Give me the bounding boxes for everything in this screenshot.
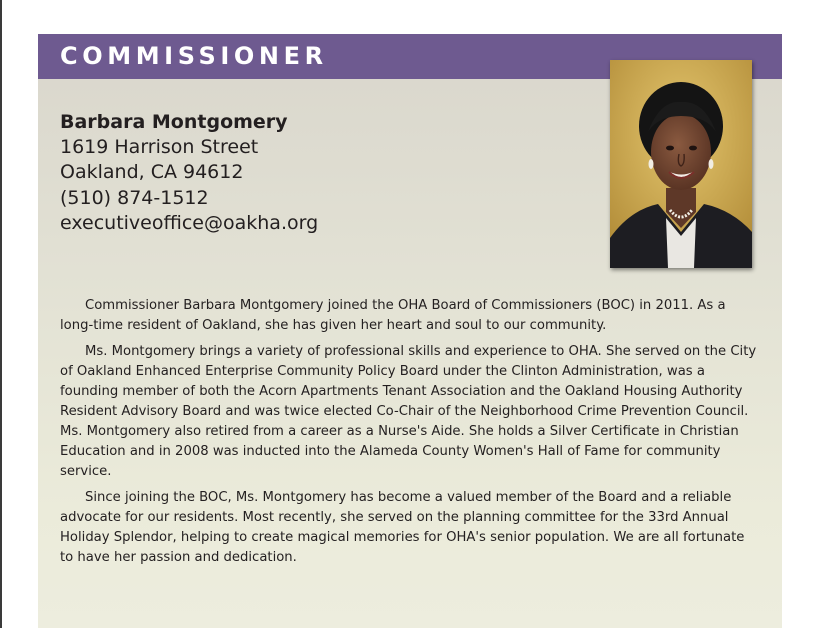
city-state-zip: Oakland, CA 94612 <box>60 161 244 184</box>
phone-number: (510) 874-1512 <box>60 186 209 209</box>
email-address: executiveoffice@oakha.org <box>60 211 319 234</box>
page-edge-line <box>0 0 2 628</box>
bio-paragraph: Since joining the BOC, Ms. Montgomery has become a valued member of the Board and a reliable advocate for our residents. Most recently, she served on the planning committee for the 33rd Annual Holiday Splendor, helping to create magical memories for OHA's senior population. We are all fortunate to have her passion and dedication. <box>60 490 745 565</box>
biography <box>60 296 760 574</box>
section-title: COMMISSIONER <box>60 42 328 70</box>
bio-paragraph: Commissioner Barbara Montgomery joined the OHA Board of Commissioners (BOC) in 2011. As a long-time resident of Oakland, she has given her heart and soul to our community. <box>60 298 726 333</box>
contact-block <box>60 110 318 236</box>
street-address: 1619 Harrison Street <box>60 136 259 159</box>
portrait-photo <box>610 60 752 268</box>
commissioner-card <box>38 34 782 628</box>
commissioner-name: Barbara Montgomery <box>60 111 288 133</box>
bio-paragraph: Ms. Montgomery brings a variety of professional skills and experience to OHA. She served on the City of Oakland Enhanced Enterprise Community Policy Board under the Clinton Administration, was a founding member of both the Acorn Apartments Tenant Association and the Oakland Housing Authority Resident Advisory Board and was twice elected Co-Chair of the Neighborhood Crime Prevention Council. Ms. Montgomery also retired from a career as a Nurse's Aide. She holds a Silver Certificate in Christian Education and in 2008 was inducted into the Alameda County Women's Hall of Fame for community service. <box>60 344 757 479</box>
